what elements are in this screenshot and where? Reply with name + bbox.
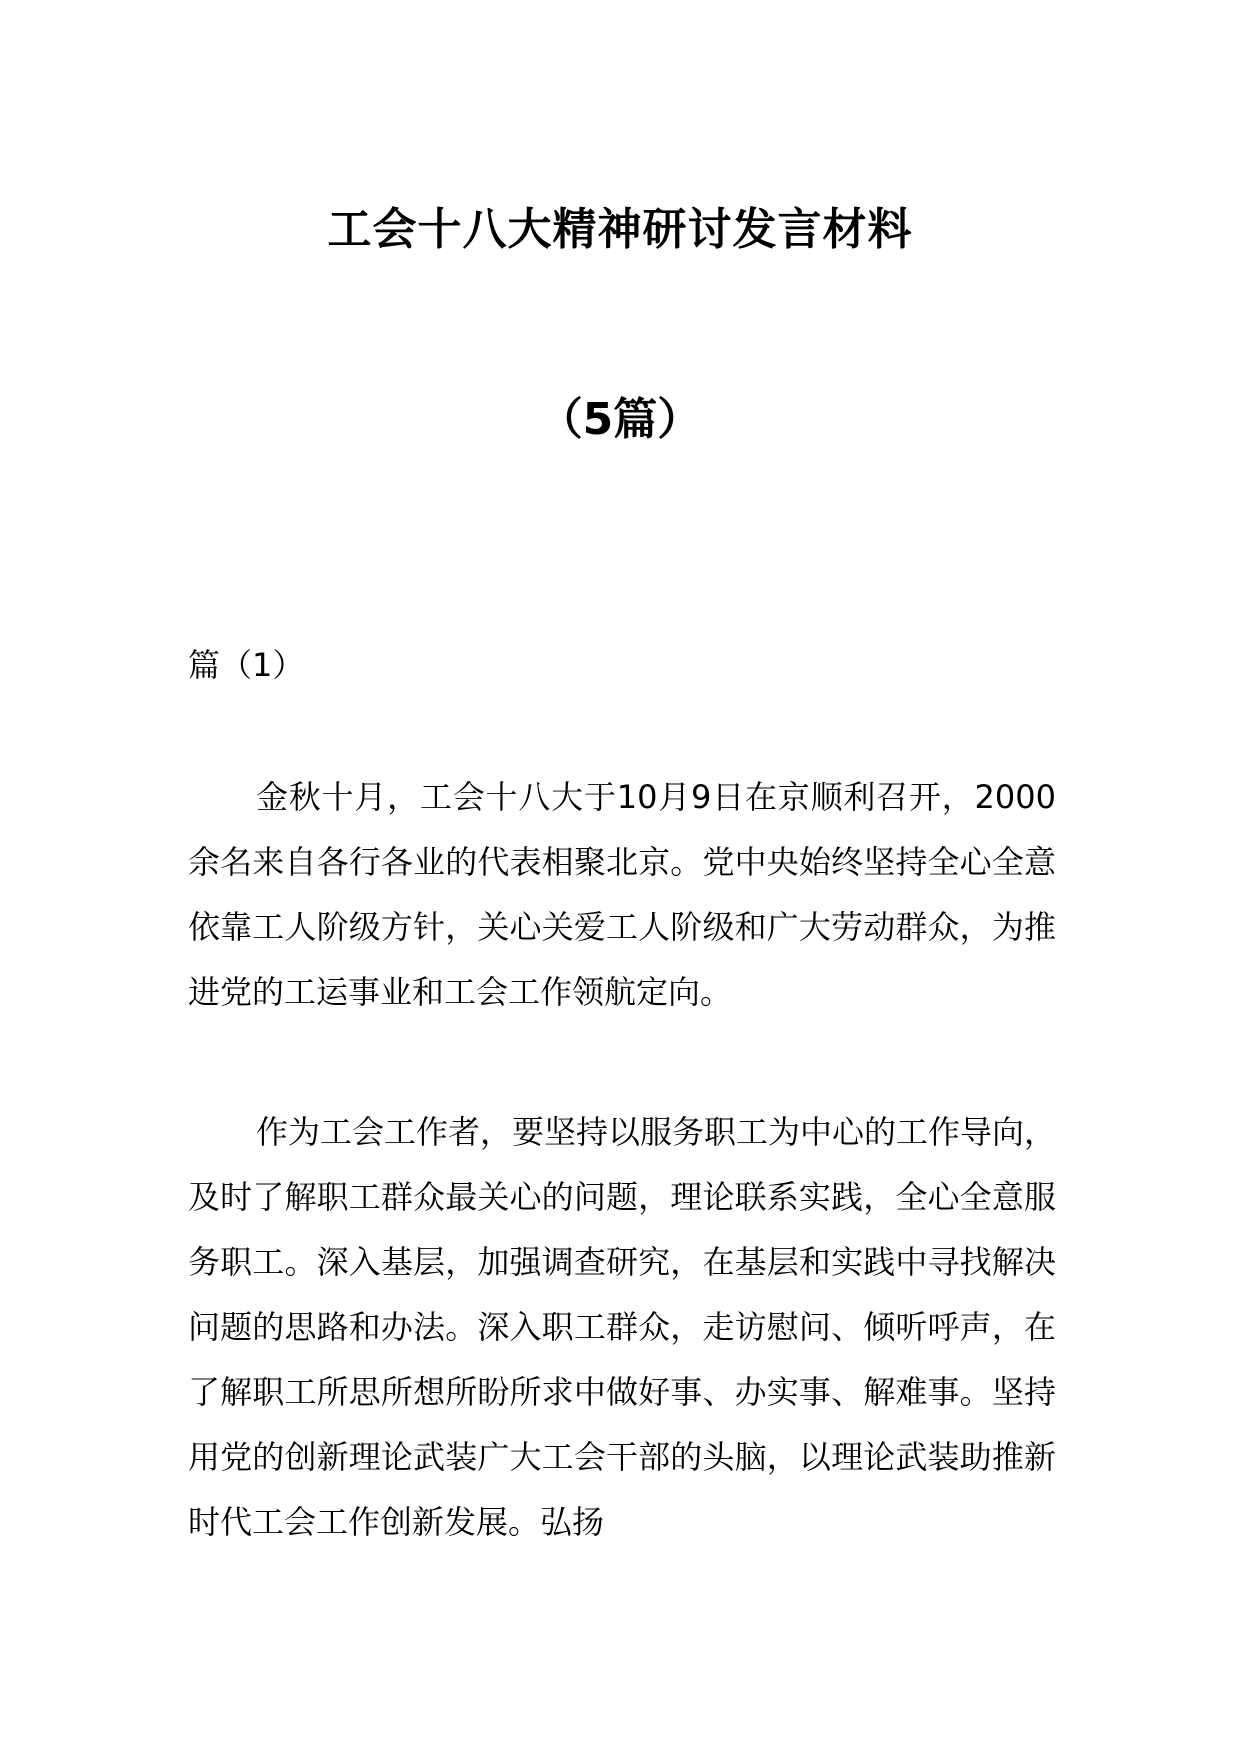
document-subtitle: （5篇） xyxy=(538,394,702,445)
body-paragraph: 金秋十月，工会十八大于10月9日在京顺利召开，2000余名来自各行各业的代表相聚北京。党中央始终坚持全心全意依靠工人阶级方针，关心关爱工人阶级和广大劳动群众，为推进党的工运事业和工会工作领航定向。 xyxy=(188,778,1056,1011)
body-paragraph: 作为工会工作者，要坚持以服务职工为中心的工作导向，及时了解职工群众最关心的问题，理论联系实践，全心全意服务职工。深入基层，加强调查研究，在基层和实践中寻找解决问题的思路和办法。深入职工群众，走访慰问、倾听呼声，在了解职工所思所想所盼所求中做好事、办实事、解难事。坚持用党的创新理论武装广大工会干部的头脑，以理论武装助推新时代工会工作创新发展。弘扬 xyxy=(188,1113,1057,1541)
section-label: 篇（1） xyxy=(188,646,305,684)
document-title: 工会十八大精神研讨发言材料 xyxy=(327,204,913,255)
